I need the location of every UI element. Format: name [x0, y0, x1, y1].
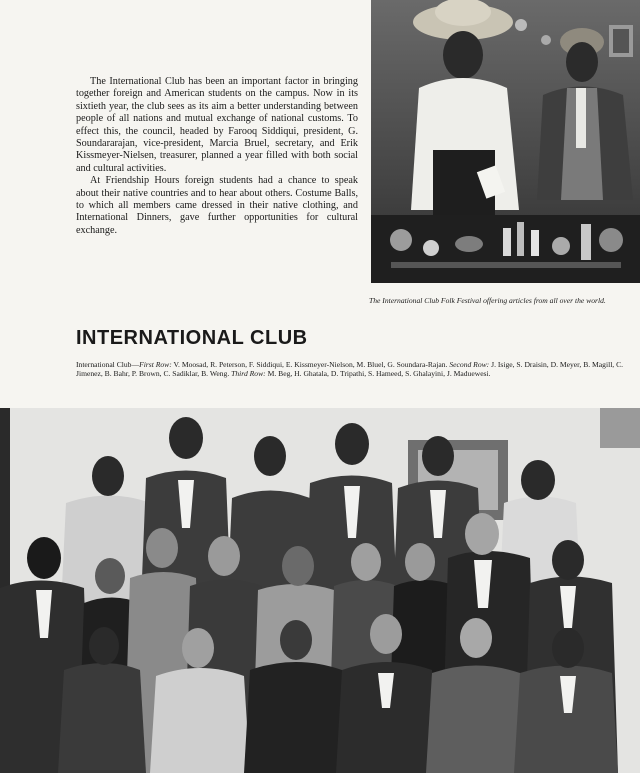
roster-row1-names: V. Moosad, R. Peterson, F. Siddiqui, E. Kissmeyer-Nielson, M. Bluel, G. Soundara-Rajan.	[171, 360, 450, 369]
roster-row3-names: M. Beg, H. Ghatala, D. Tripathi, S. Hameed, S. Ghalayini, J. Maduewesi.	[265, 368, 491, 378]
intro-paragraph-1: The International Club has been an important factor in bringing together foreign and American students on the campus. Now in its sixtieth year, the club sees as its aim a better understanding between people of all nations and mutual exchange of national customs. To effect this, the council, headed by Farooq Siddiqui, president, G. Soundararajan, vice-president, Marcia Bruel, secretary, and Erik Kissmeyer-Nielsen, treasurer, planned a year filled with both social and cultural activities.	[76, 76, 358, 174]
folk-festival-caption: The International Club Folk Festival offering articles from all over the world.	[369, 296, 606, 305]
intro-paragraph-2: At Friendship Hours foreign students had a chance to speak about their native countries and to hear about others. Costume Balls, to which all members came dressed in their native clothing, and International Dinners, gave further opportunities for cultural exchange.	[76, 175, 358, 236]
roster-lead: International Club—	[76, 360, 140, 369]
group-photo	[0, 408, 640, 773]
member-roster	[76, 361, 636, 379]
roster-row2-label: Second Row:	[449, 360, 490, 369]
page-title: INTERNATIONAL CLUB	[76, 327, 308, 349]
folk-festival-photo	[371, 0, 640, 283]
roster-row2-names: J. Isige, S. Draisin, D. Meyer, B. Magill, C. Jimenez, B. Bahr, P. Brown, C. Sadiklar, B. Weng.	[76, 360, 624, 378]
roster-row3-label: Third Row:	[231, 368, 266, 378]
roster-row1-label: First Row:	[139, 360, 172, 369]
intro-text	[76, 76, 358, 237]
